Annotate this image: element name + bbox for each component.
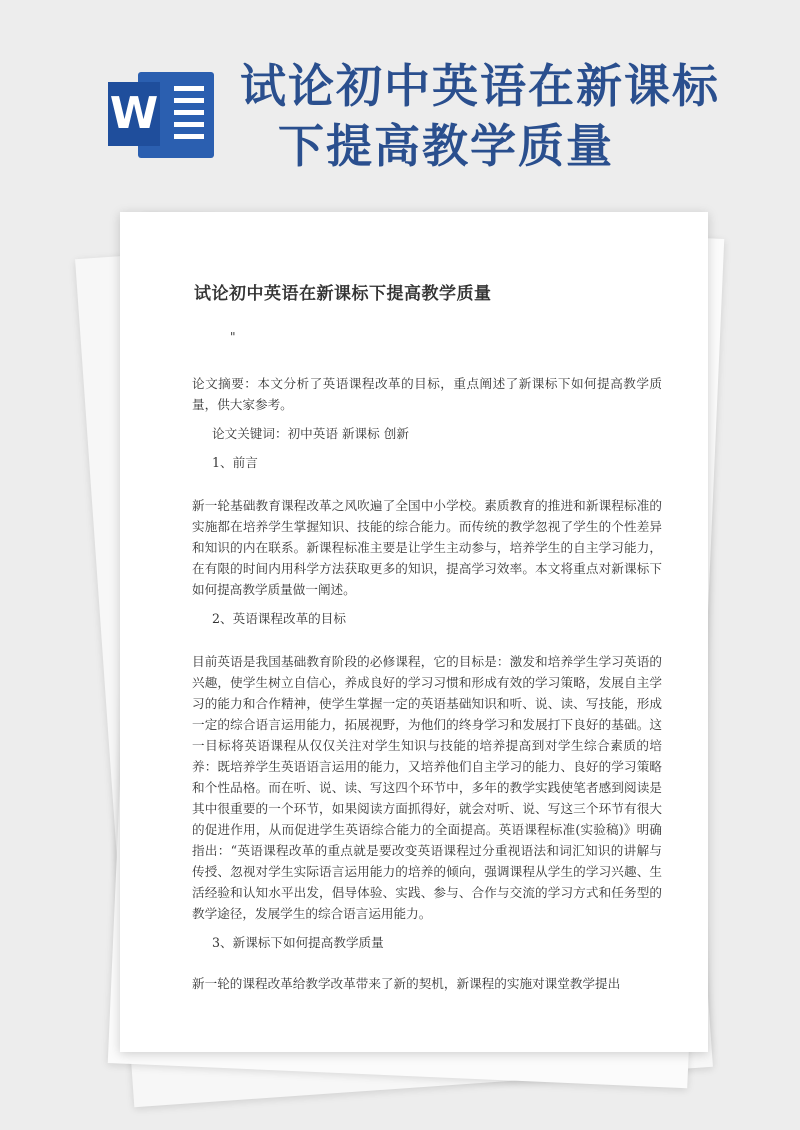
document-title: 试论初中英语在新课标下提高教学质量 <box>194 284 492 304</box>
banner-title-line1: 试论初中英语在新课标 <box>240 59 720 113</box>
section-body-2: 目前英语是我国基础教育阶段的必修课程，它的目标是：激发和培养学生学习英语的兴趣，使学生树立自信心，养成良好的学习习惯和形成有效的学习策略，发展自主学习的能力和合作精神，使学生掌握一定的英语基础知识和听、说、读、写技能，形成一定的综合语言运用能力，拓展视野，为他们的终身学习和发展打下良好的基础。这一目标将英语课程从仅仅关注对学生知识与技能的培养提高到对学生综合素质的培养：既培养学生英语语言运用的能力，又培养他们自主学习的能力、良好的学习策略和个性品格。而在听、说、读、写这四个环节中，多年的教学实践使笔者感到阅读是其中很重要的一个环节，如果阅读方面抓得好，就会对听、说、写这三个环节有很大的促进作用，从而促进学生英语综合能力的全面提高。英语课程标准(实验稿)》明确指出：“英语课程改革的重点就是要改变英语课程过分重视语法和词汇知识的讲解与传授、忽视对学生实际语言运用能力的培养的倾向，强调课程从学生的学习兴趣、生活经验和认知水平出发，倡导体验、实践、参与、合作与交流的学习方式和任务型的教学途径，发展学生的综合语言运用能力。 <box>192 654 662 921</box>
document-content <box>192 272 662 994</box>
word-letter-badge: W <box>108 82 160 146</box>
banner-title <box>240 56 740 176</box>
word-document-icon <box>108 68 216 160</box>
section-heading-2: 2、英语课程改革的目标 <box>212 611 346 626</box>
abstract-paragraph: 论文摘要：本文分析了英语课程改革的目标，重点阐述了新课标下如何提高教学质量，供大家参考。 <box>192 376 662 412</box>
section-heading-3: 3、新课标下如何提高教学质量 <box>212 935 384 950</box>
section-body-3: 新一轮的课程改革给教学改革带来了新的契机，新课程的实施对课堂教学提出 <box>192 976 621 991</box>
keywords-line: 论文关键词：初中英语 新课标 创新 <box>212 426 409 441</box>
banner-title-line2: 下提高教学质量 <box>278 119 614 173</box>
section-body-1: 新一轮基础教育课程改革之风吹遍了全国中小学校。素质教育的推进和新课程标准的实施都在培养学生掌握知识、技能的综合能力。而传统的教学忽视了学生的个性差异和知识的内在联系。新课程标准主要是让学生主动参与，培养学生的自主学习能力，在有限的时间内用科学方法获取更多的知识，提高学习效率。本文将重点对新课标下如何提高教学质量做一阐述。 <box>192 498 662 597</box>
header-banner <box>0 0 800 200</box>
quote-mark: " <box>230 330 236 344</box>
document-page <box>120 212 708 1052</box>
section-heading-1: 1、前言 <box>212 455 258 470</box>
